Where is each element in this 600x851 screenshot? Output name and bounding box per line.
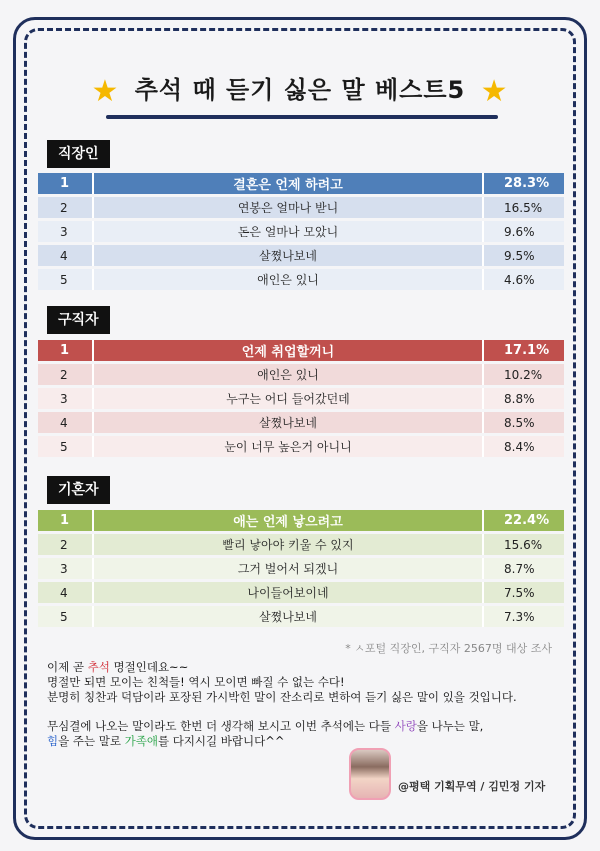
ranking-row	[38, 197, 564, 218]
ranking-row	[38, 364, 564, 385]
body-line-3: 분명히 칭찬과 덕담이라 포장된 가시박힌 말이 잔소리로 변하여 듣기 싫은 말이 있을 것입니다.	[47, 690, 517, 704]
phrase-cell: 연봉은 얼마나 받니	[92, 197, 484, 218]
rank-cell: 1	[38, 340, 92, 361]
body-line-4: 무심결에 나오는 말이라도 한번 더 생각해 보시고 이번 추석에는 다들 사랑을 나누는 말,	[47, 719, 484, 733]
percent-cell: 17.1%	[484, 340, 564, 361]
ranking-row	[38, 388, 564, 409]
survey-source-note: * ㅅ포털 직장인, 구직자 2567명 대상 조사	[345, 642, 552, 655]
rank-cell: 4	[38, 582, 92, 603]
ranking-row	[38, 534, 564, 555]
rank-cell: 3	[38, 558, 92, 579]
ranking-row	[38, 606, 564, 627]
ranking-row	[38, 582, 564, 603]
ranking-row	[38, 221, 564, 242]
reporter-byline: @평택 기획무역 / 김민정 기자	[398, 780, 546, 793]
rank-cell: 3	[38, 221, 92, 242]
title-underline	[106, 115, 498, 119]
title-text: 추석 때 듣기 싫은 말 베스트5	[134, 76, 466, 104]
percent-cell: 28.3%	[484, 173, 564, 194]
ranking-row	[38, 269, 564, 290]
rank-cell: 3	[38, 388, 92, 409]
percent-cell: 8.5%	[484, 412, 564, 433]
phrase-cell: 애는 언제 낳으려고	[92, 510, 484, 531]
ranking-row	[38, 173, 564, 194]
percent-cell: 7.5%	[484, 582, 564, 603]
ranking-table-married	[38, 510, 564, 630]
phrase-cell: 살쪘나보네	[92, 412, 484, 433]
percent-cell: 9.6%	[484, 221, 564, 242]
phrase-cell: 애인은 있니	[92, 269, 484, 290]
percent-cell: 8.4%	[484, 436, 564, 457]
percent-cell: 15.6%	[484, 534, 564, 555]
reporter-avatar	[349, 748, 391, 800]
percent-cell: 10.2%	[484, 364, 564, 385]
ranking-row	[38, 412, 564, 433]
percent-cell: 16.5%	[484, 197, 564, 218]
ranking-row	[38, 245, 564, 266]
percent-cell: 4.6%	[484, 269, 564, 290]
article-body	[47, 660, 567, 749]
ranking-row	[38, 340, 564, 361]
percent-cell: 22.4%	[484, 510, 564, 531]
star-right-icon: ★	[480, 74, 509, 109]
phrase-cell: 살쪘나보네	[92, 245, 484, 266]
rank-cell: 1	[38, 510, 92, 531]
rank-cell: 2	[38, 197, 92, 218]
rank-cell: 2	[38, 534, 92, 555]
percent-cell: 8.7%	[484, 558, 564, 579]
section-label-job-seeker: 구직자	[47, 306, 110, 334]
section-label-married: 기혼자	[47, 476, 110, 504]
star-left-icon: ★	[91, 74, 120, 109]
percent-cell: 9.5%	[484, 245, 564, 266]
rank-cell: 2	[38, 364, 92, 385]
ranking-table-office-worker	[38, 173, 564, 293]
phrase-cell: 눈이 너무 높은거 아니니	[92, 436, 484, 457]
rank-cell: 5	[38, 606, 92, 627]
section-label-office-worker: 직장인	[47, 140, 110, 168]
phrase-cell: 빨리 낳아야 키울 수 있지	[92, 534, 484, 555]
rank-cell: 4	[38, 412, 92, 433]
ranking-row	[38, 436, 564, 457]
rank-cell: 4	[38, 245, 92, 266]
page-title	[0, 70, 600, 109]
rank-cell: 1	[38, 173, 92, 194]
rank-cell: 5	[38, 436, 92, 457]
ranking-table-job-seeker	[38, 340, 564, 460]
phrase-cell: 누구는 어디 들어갔던데	[92, 388, 484, 409]
percent-cell: 7.3%	[484, 606, 564, 627]
body-line-2: 명절만 되면 모이는 친척들! 역시 모이면 빠질 수 없는 수다!	[47, 675, 345, 689]
phrase-cell: 그거 벌어서 되겠니	[92, 558, 484, 579]
rank-cell: 5	[38, 269, 92, 290]
phrase-cell: 돈은 얼마나 모았니	[92, 221, 484, 242]
ranking-row	[38, 510, 564, 531]
phrase-cell: 나이들어보이네	[92, 582, 484, 603]
phrase-cell: 애인은 있니	[92, 364, 484, 385]
phrase-cell: 살쪘나보네	[92, 606, 484, 627]
percent-cell: 8.8%	[484, 388, 564, 409]
ranking-row	[38, 558, 564, 579]
body-line-1: 이제 곧 추석 명절인데요~~	[47, 660, 189, 674]
body-line-5: 힘을 주는 말로 가족애를 다지시길 바랍니다^^	[47, 734, 285, 748]
phrase-cell: 언제 취업할꺼니	[92, 340, 484, 361]
phrase-cell: 결혼은 언제 하려고	[92, 173, 484, 194]
